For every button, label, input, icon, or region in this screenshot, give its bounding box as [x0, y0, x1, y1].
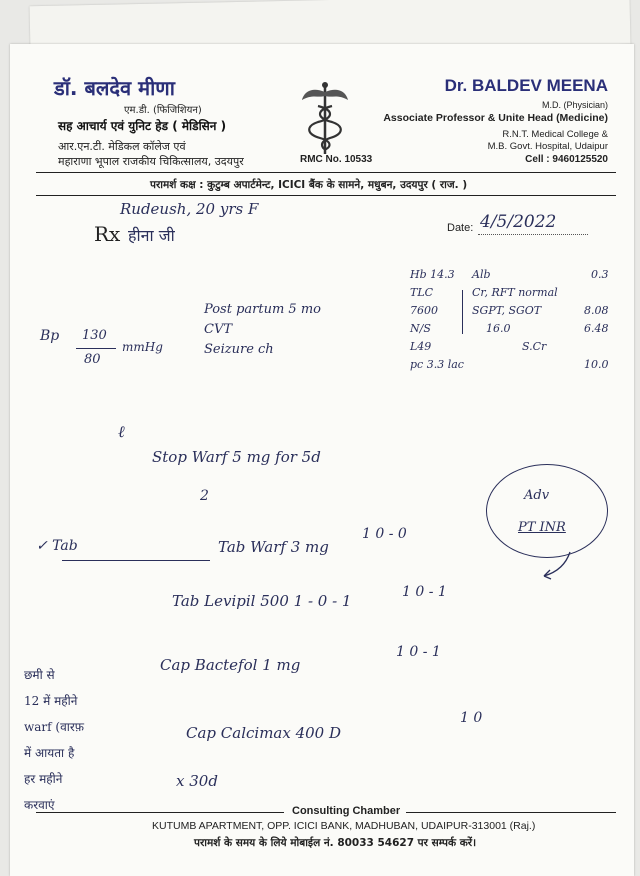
lab-pc: pc 3.3 lac [410, 358, 464, 371]
lab-ns: N/S [410, 322, 431, 335]
lab-sgpt: SGPT, SGOT [472, 304, 542, 317]
rmc-number: RMC No. 10533 [300, 154, 373, 165]
left-note-1: छमी से [24, 668, 55, 682]
rx-item-3-freq: 1 0 - 1 [402, 584, 447, 600]
lab-16: 16.0 [486, 322, 511, 335]
rx-item-5-freq: 1 0 [460, 710, 483, 726]
designation-hindi: सह आचार्य एवं युनिट हेड ( मेडिसिन ) [58, 119, 227, 133]
advice-pt-inr: PT INR [518, 520, 566, 535]
hospital-en: M.B. Govt. Hospital, Udaipur [487, 141, 608, 152]
lab-alb: Alb [472, 268, 491, 281]
degree-en: M.D. (Physician) [541, 100, 608, 110]
lab-val-100: 10.0 [584, 358, 609, 371]
lab-val-648: 6.48 [584, 322, 609, 335]
patient-line-2: हीना जी [128, 226, 175, 245]
consult-address-hindi: परामर्श कक्ष : कुटुम्ब अपार्टमेन्ट, ICICI बैंक के सामने, मधुबन, उदयपुर ( राज. ) [150, 179, 468, 191]
footer-address: KUTUMB APARTMENT, OPP. ICICI BANK, MADHUBAN, UDAIPUR-313001 (Raj.) [152, 820, 536, 832]
rx-symbol: Rx [94, 222, 121, 246]
advice-label: Adv [524, 488, 550, 503]
doctor-name-en: Dr. BALDEV MEENA [444, 76, 608, 95]
footer-rule-left [36, 812, 284, 813]
rx-item-levipil: Tab Levipil 500 1 - 0 - 1 [172, 592, 352, 610]
diagnosis-1: Post partum 5 mo [204, 302, 321, 317]
lab-val-808: 8.08 [584, 304, 609, 317]
lab-scr: S.Cr [522, 340, 547, 353]
lab-rft: Cr, RFT normal [472, 286, 558, 299]
date-value: 4/5/2022 [480, 212, 557, 232]
hospital-hindi: महाराणा भूपाल राजकीय चिकित्सालय, उदयपुर [58, 155, 244, 168]
date-label: Date: [447, 222, 474, 234]
advice-arrow [10, 44, 634, 876]
cell-number: Cell : 9460125520 [525, 154, 608, 165]
footer-rule-right [406, 812, 616, 813]
rx-duration: x 30d [176, 772, 218, 790]
doctor-name-hindi: डॉ. बलदेव मीणा [54, 76, 175, 100]
lab-tlc-value: 7600 [410, 304, 438, 317]
left-note-5: हर महीने [24, 772, 63, 786]
college-en: R.N.T. Medical College & [502, 129, 608, 140]
rx-item-4-freq: 1 0 - 1 [396, 644, 441, 660]
left-note-6: करवाएं [24, 798, 55, 812]
lab-val-03: 0.3 [591, 268, 609, 281]
prescription-sheet [10, 44, 634, 876]
bp-label: Bp [40, 328, 60, 344]
diagnosis-3: Seizure ch [204, 342, 274, 357]
rx-marker-2: 2 [200, 488, 209, 504]
rx-item-calcimax: Cap Calcimax 400 D [186, 724, 342, 742]
footer-phone-note: परामर्श के समय के लिये मोबाईल नं. 80033 54627 पर सम्पर्क करें। [194, 837, 477, 849]
rx-item-1-prefix: ✓ Tab [36, 538, 78, 554]
rx-item-stop-warf: Stop Warf 5 mg for 5d [152, 448, 321, 466]
bp-systolic: 130 [82, 328, 107, 343]
patient-line-1: Rudeush, 20 yrs F [120, 200, 259, 218]
rx-item-1-freq: 1 0 - 0 [362, 526, 407, 542]
bp-diastolic: 80 [84, 352, 101, 367]
lab-l: L49 [410, 340, 432, 353]
left-note-4: में आयता है [24, 746, 75, 760]
lab-hb: Hb 14.3 [410, 268, 455, 281]
rx-item-warf: Tab Warf 3 mg [218, 538, 329, 556]
lab-tlc: TLC [410, 286, 434, 299]
footer-title: Consulting Chamber [292, 805, 401, 817]
designation-en: Associate Professor & Unite Head (Medicine) [383, 112, 608, 124]
rx-marker-1: ℓ [118, 422, 125, 441]
degree-hindi: एम.डी. (फिजिशियन) [124, 105, 202, 116]
bp-unit: mmHg [122, 340, 163, 354]
left-note-2: 12 में महीने [24, 694, 78, 708]
college-hindi: आर.एन.टी. मेडिकल कॉलेज एवं [58, 140, 186, 153]
rx-item-bactefol: Cap Bactefol 1 mg [160, 656, 301, 674]
diagnosis-2: CVT [204, 322, 233, 337]
left-note-3: warf (वारफ़ [24, 720, 85, 734]
